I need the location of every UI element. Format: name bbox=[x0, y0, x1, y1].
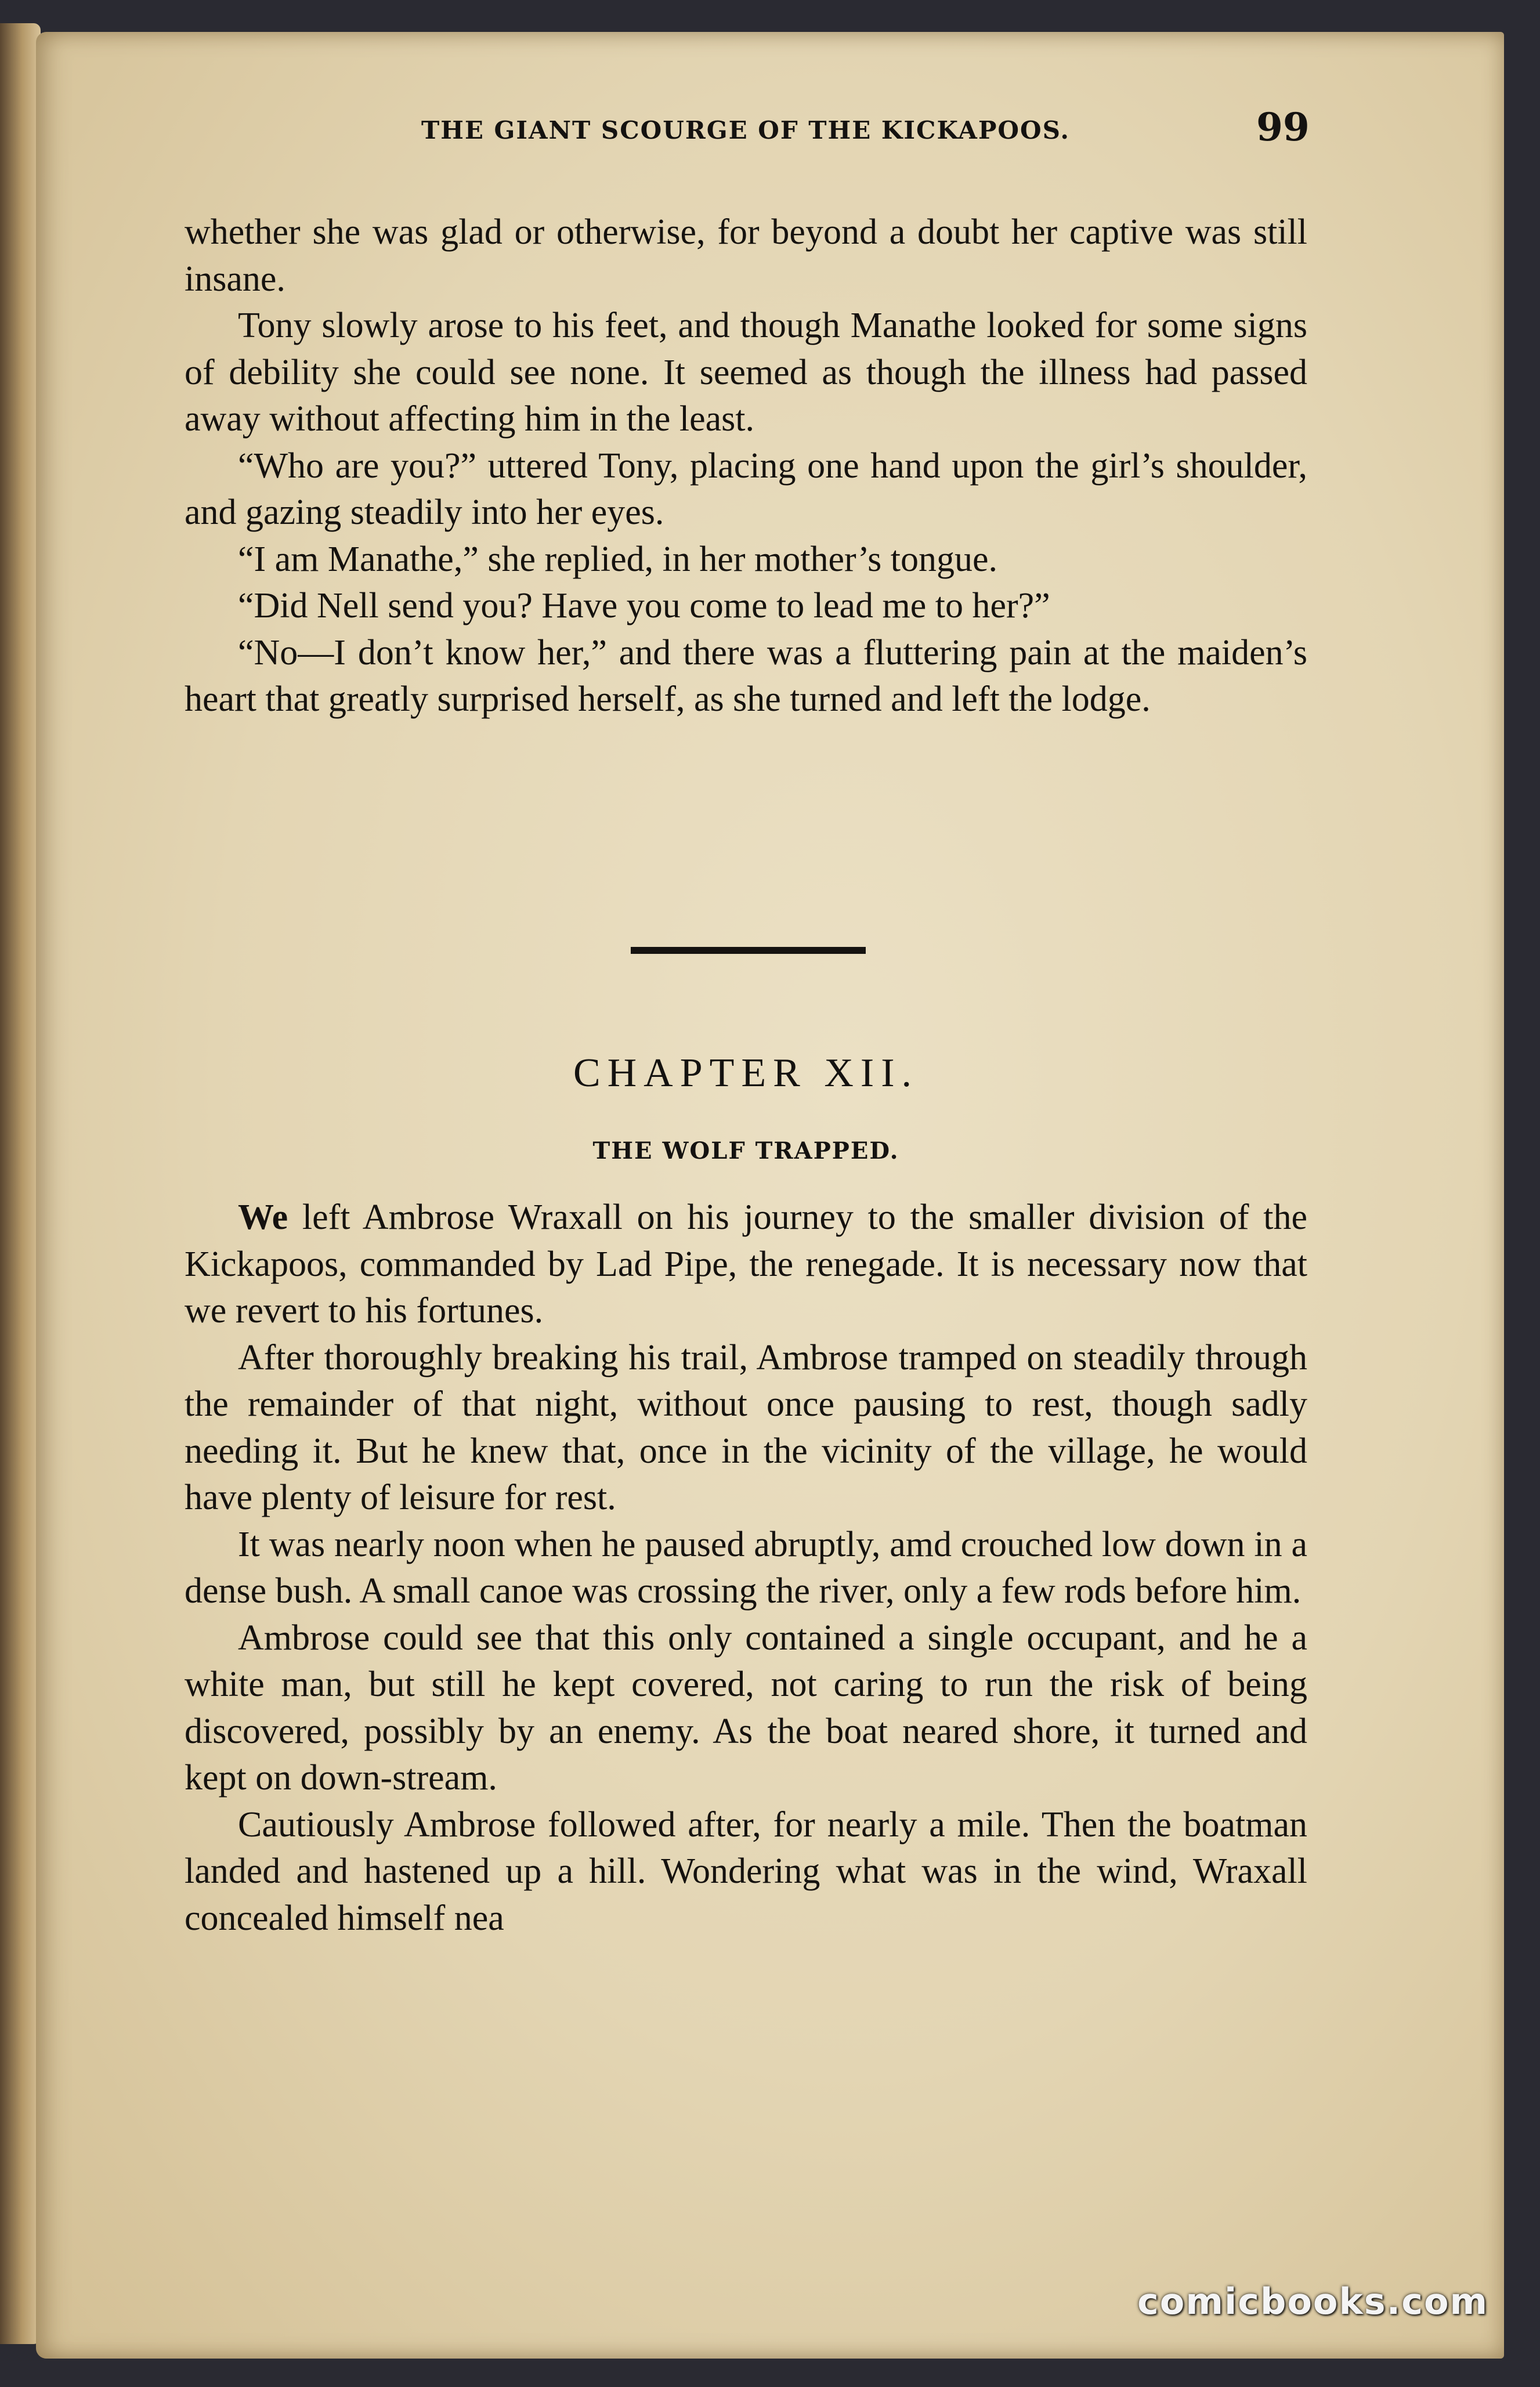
chapter-text-block bbox=[185, 1194, 1307, 1941]
paragraph-2: Tony slowly arose to his feet, and though Manathe looked for some signs of debility she could see none. It seemed as though the illness had passed away without affecting him in the least. bbox=[185, 306, 1307, 439]
chapter-paragraph-5: Cautiously Ambrose followed after, for nearly a mile. Then the boatman landed and hastened up a hill. Wondering what was in the wind, Wraxall concealed himself nea bbox=[185, 1804, 1307, 1938]
paragraph-5: “Did Nell send you? Have you come to lead me to her?” bbox=[238, 586, 1050, 625]
chapter-paragraph-1 bbox=[185, 1194, 1307, 1334]
section-divider bbox=[631, 947, 866, 954]
site-watermark: comicbooks.com bbox=[1137, 2280, 1489, 2323]
paragraph-3: “Who are you?” uttered Tony, placing one hand upon the girl’s shoulder, and gazing steadily into her eyes. bbox=[185, 446, 1307, 532]
chapter-paragraph-3: It was nearly noon when he paused abruptly, amd crouched low down in a dense bush. A small canoe was crossing the river, only a few rods before him. bbox=[185, 1524, 1307, 1611]
paragraph-1: whether she was glad or otherwise, for beyond a doubt her captive was still insane. bbox=[185, 212, 1307, 299]
page-number: 99 bbox=[1256, 104, 1310, 150]
chapter-paragraph-2: After thoroughly breaking his trail, Ambrose tramped on steadily through the remainder of that night, without once pausing to rest, though sadly needing it. But he knew that, once in the vicinity of the village, he would have plenty of leisure for rest. bbox=[185, 1337, 1307, 1517]
facing-page-edge bbox=[0, 23, 41, 2344]
paragraph-6: “No—I don’t know her,” and there was a fluttering pain at the maiden’s heart that greatly surprised herself, as she turned and left the lodge. bbox=[185, 632, 1307, 719]
running-header: THE GIANT SCOURGE OF THE KICKAPOOS. bbox=[421, 116, 1071, 144]
paragraph-4: “I am Manathe,” she replied, in her mother’s tongue. bbox=[238, 539, 998, 579]
chapter-paragraph-1-text: left Ambrose Wraxall on his journey to the smaller division of the Kickapoos, commanded by Lad Pipe, the renegade. It is necessary now that we revert to his fortunes. bbox=[185, 1198, 1308, 1330]
chapter-subtitle: THE WOLF TRAPPED. bbox=[592, 1137, 899, 1164]
top-text-block bbox=[185, 209, 1307, 723]
chapter-paragraph-4: Ambrose could see that this only contained a single occupant, and he a white man, but still he kept covered, not caring to run the risk of being discovered, possibly by an enemy. As the boat neared shore, it turned and kept on down-stream. bbox=[185, 1618, 1307, 1798]
chapter-title: CHAPTER XII. bbox=[573, 1051, 919, 1095]
chapter-lead-word: We bbox=[238, 1198, 288, 1237]
